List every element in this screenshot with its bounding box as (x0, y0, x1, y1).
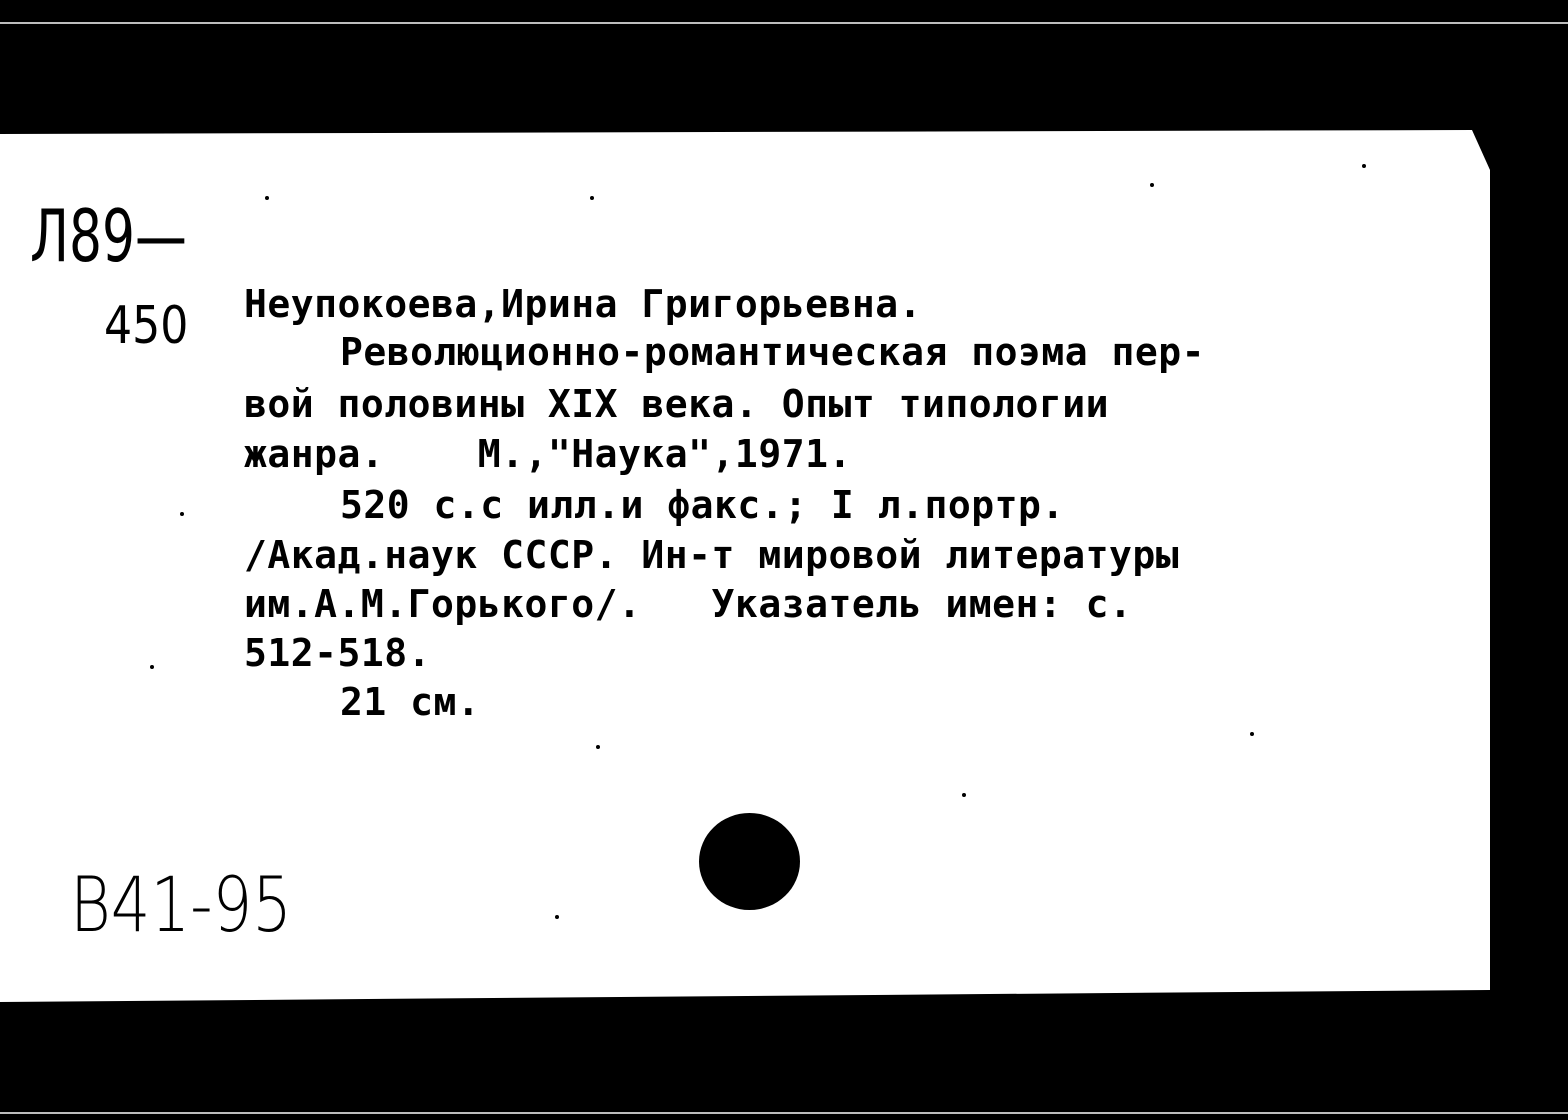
speck (150, 665, 154, 669)
size-line: 21 см. (340, 680, 481, 724)
scan-edge-top (0, 22, 1568, 24)
speck (1362, 164, 1366, 168)
speck (265, 196, 269, 200)
collation-line-4: 512-518. (244, 631, 432, 675)
speck (590, 196, 594, 200)
punch-hole (699, 813, 800, 910)
accession-number: В41-95 (70, 860, 292, 949)
collation-line-1: 520 с.с илл.и факс.; I л.портр. (340, 483, 1065, 527)
title-line-1: Революционно-романтическая поэма пер- (340, 330, 1205, 374)
title-line-2: вой половины XIX века. Опыт типологии (244, 382, 1109, 426)
speck (555, 915, 559, 919)
speck (180, 512, 184, 516)
scan-edge-bottom (0, 1112, 1568, 1114)
title-line-3: жанра. М.,"Наука",1971. (244, 432, 852, 476)
shelfmark-upper: Л89— (30, 194, 187, 278)
speck (1250, 732, 1254, 736)
author-heading: Неупокоева,Ирина Григорьевна. (244, 282, 922, 326)
speck (1150, 183, 1154, 187)
speck (596, 745, 600, 749)
collation-line-2: /Акад.наук СССР. Ин-т мировой литературы (244, 533, 1180, 577)
speck (962, 793, 966, 797)
shelfmark-lower: 450 (104, 296, 189, 356)
collation-line-3: им.А.М.Горького/. Указатель имен: с. (244, 582, 1133, 626)
